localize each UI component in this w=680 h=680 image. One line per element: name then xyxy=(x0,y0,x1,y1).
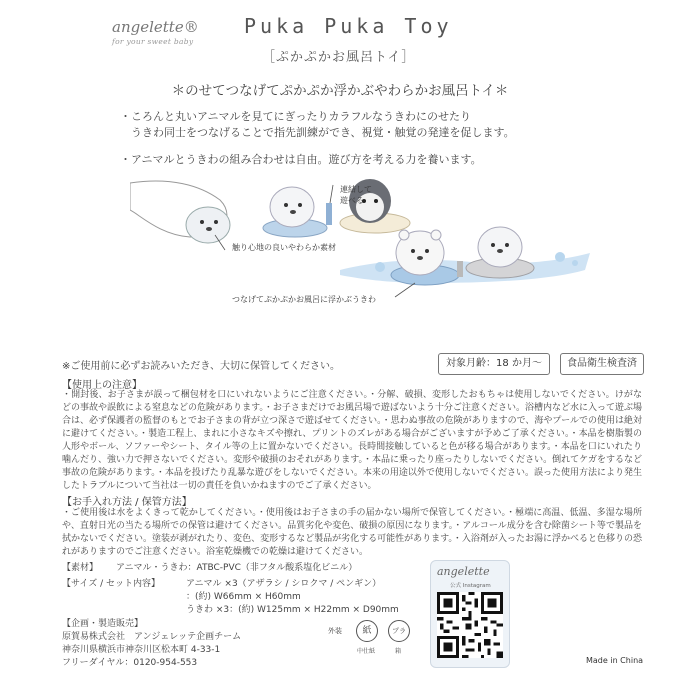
seal-toy-middle xyxy=(270,187,314,227)
material-label: 【素材】 xyxy=(62,563,99,573)
product-tagline: ＊のせてつなげてぷかぷか浮かぶやわらかお風呂トイ＊ xyxy=(171,83,509,99)
size-line-3: うきわ ×3：(約) W125mm × H22mm × D90mm xyxy=(186,605,399,615)
plastic-recycle-icon: プラ xyxy=(388,620,410,642)
maker-label: 【企画・製造販売】 xyxy=(62,619,144,629)
usage-text: ・開封後、お子さまが誤って梱包材を口にいれないようにご注意ください。・分解、破損、変形したおもちゃは使用しないでください。けがなどの事故や誤飲による窒息などの危険があります。・お子さまだけでお風呂場で遊ばないよう十分ご注意ください。浴槽内など水に入って遊ぶ場合は、必ず保護者の監督のもとでお子さまの背が立つ深さで遊ばせてください。・思わぬ事故の危険がありますので、海やプールでの使用は絶対に避けてください。・製造工程上、まれに小さなキズや擦れ、プリントのズレがある場合がございますが予めご了承ください。・本品を樹脂製の人形やボール、ソファーやシート、タイル等の上に置かないでください。長時間接触していると色が移る場合があります。・本品を口にいれたり噛んだり、強い力で押さないでください。変形や破損のおそれがあります。・本品に乗ったり座ったりしないでください。倒れてケガをするなど事故の危険があります。・本品を投げたり乱暴な遊びをしないでください。本来の用途以外で使用しないでください。誤った使用方法により発生したトラブルについて当社は一切の責任を負いかねますのでご了承ください。 xyxy=(62,390,642,491)
intro-line-1: ・ころんと丸いアニマルを見てにぎったりカラフルなうきわにのせたり xyxy=(120,110,472,123)
instagram-label: 公式 Instagram xyxy=(450,583,491,589)
seal-toy-left xyxy=(186,207,230,243)
maker-phone: フリーダイヤル：0120-954-553 xyxy=(62,658,198,668)
callout-connect: 連結して 遊べる xyxy=(340,185,372,205)
callout-float-ring: つなげてぷかぷかお風呂に浮かぶうきわ xyxy=(232,295,376,304)
plastic-recycle-caption: 箱 xyxy=(395,648,402,655)
qr-code-icon[interactable] xyxy=(437,592,503,658)
callout-soft-material: 触り心地の良いやわらか素材 xyxy=(232,243,336,252)
brand-tagline: for your sweet baby xyxy=(112,37,194,46)
size-line-2: ：(約) W66mm × H60mm xyxy=(186,592,301,602)
size-label: 【サイズ / セット内容】 xyxy=(62,579,161,589)
ring-connector-water xyxy=(457,261,463,277)
product-title: Puka Puka Toy xyxy=(244,14,453,38)
seal-toy-right xyxy=(478,227,522,267)
hygiene-badge: 食品衛生検査済 xyxy=(560,353,644,375)
paper-recycle-icon: 紙 xyxy=(356,620,378,642)
size-line-1: アニマル ×3（アザラシ / シロクマ / ペンギン） xyxy=(186,579,382,589)
paper-recycle-caption: 中仕紙 xyxy=(357,648,376,655)
made-in-label: Made in China xyxy=(586,656,644,665)
ring-connector xyxy=(326,203,332,225)
notice-lead: ※ご使用前に必ずお読みいただき、大切に保管してください。 xyxy=(62,361,340,372)
intro-line-2: うきわ同士をつなげることで指先訓練ができ、視覚・触覚の発達を促します。 xyxy=(120,126,515,139)
intro-line-3: ・アニマルとうきわの組み合わせは自由。遊び方を考える力を養います。 xyxy=(120,153,482,166)
maker-company: 原賀易株式会社 アンジェレッテ企画チーム xyxy=(62,632,242,642)
care-heading: 【お手入れ方法 / 保管方法】 xyxy=(62,497,192,508)
polar-bear-toy xyxy=(396,230,444,275)
care-text: ・ご使用後は水をよくきって乾かしてください。・使用後はお子さまの手の届かない場所で保管してください。・極端に高温、低温、多湿な場所や、直射日光の当たる場所での保管は避けてください。品質劣化や変色、破損の原因になります。・アルコール成分を含む除菌シート等で製品を拭かないでください。塗装が剥がれたり、変色、変形するなど製品が劣化する可能性があります。・入浴剤が入ったお湯に浮かべると色移りの恐れがありますのでご注意ください。浴室乾燥機での乾燥は避けてください。 xyxy=(62,508,642,557)
usage-heading: 【使用上の注意】 xyxy=(62,380,142,391)
brand-logo: angelette® xyxy=(112,18,199,36)
product-subtitle: ［ぷかぷかお風呂トイ］ xyxy=(262,50,416,65)
instagram-brand: angelette xyxy=(437,565,490,578)
material-value: アニマル・うきわ：ATBC-PVC（非フタル酸系塩化ビニル） xyxy=(116,563,358,573)
age-badge: 対象月齢：18 か月～ xyxy=(438,353,550,375)
maker-address: 神奈川県横浜市神奈川区松本町 4-33-1 xyxy=(62,645,221,655)
packaging-label: 外装 xyxy=(328,627,342,635)
